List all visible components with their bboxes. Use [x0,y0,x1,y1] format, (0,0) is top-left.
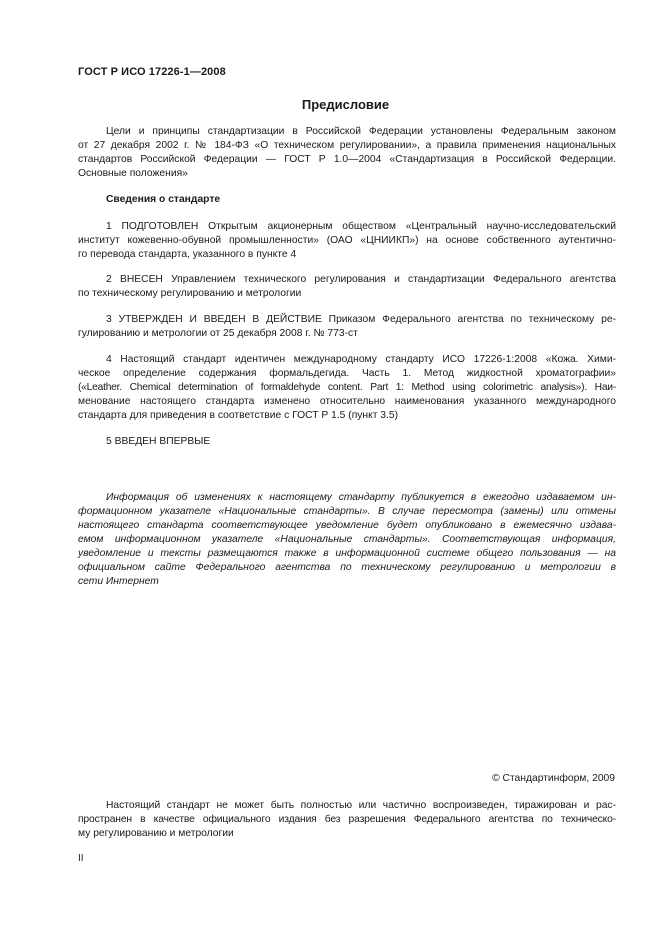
copyright-notice: © Стандартинформ, 2009 [492,773,615,784]
item-line: 5 ВВЕДЕН ВПЕРВЫЕ [106,436,211,447]
document-code: ГОСТ Р ИСО 17226-1—2008 [78,66,226,78]
item-line: го перевода стандарта, указанного в пункте 4 [78,249,297,260]
notice-line: формационном указателе «Национальные стандарты». В случае пересмотра (замены) или отмены [78,506,616,517]
reproduction-notice [78,799,616,841]
notice-line: уведомление и тексты размещаются также в информационной системе общего пользования — на [78,548,616,559]
intro-line: от 27 декабря 2002 г. № 184-ФЗ «О техническом регулировании», а правила применения национальных [78,140,616,151]
notice-line: емом информационном указателе «Национальные стандарты». Соответствующая информация, [78,534,616,545]
item-line: ческое определение содержания формальдегида. Часть 1. Метод жидкостной хроматографии» [78,368,616,379]
footer-line: Настоящий стандарт не может быть полностью или частично воспроизведен, тиражирован и рас- [106,800,616,811]
page-number: II [78,853,84,864]
item-line: 4 Настоящий стандарт идентичен международному стандарту ИСО 17226-1:2008 «Кожа. Хими- [106,354,616,365]
section-subheading: Сведения о стандарте [106,194,221,205]
notice-line: настоящего стандарта соответствующее уведомление будет опубликовано в ежемесячно издава- [78,520,616,531]
info-item-5 [78,435,616,449]
footer-line: пространен в качестве официального издания без разрешения Федерального агентства по техническо- [78,814,616,825]
item-line: менование настоящего стандарта изменено относительно наименования указанного международного [78,396,616,407]
item-line: («Leather. Chemical determination of formaldehyde content. Part 1: Method using colorimetric analysis»). Наи- [78,382,616,393]
intro-line: Основные положения» [78,168,188,179]
intro-line: Цели и принципы стандартизации в Российской Федерации установлены Федеральным законом [106,126,616,137]
info-item-2 [78,273,616,301]
item-line: 1 ПОДГОТОВЛЕН Открытым акционерным обществом «Центральный научно-исследовательский [106,221,616,232]
item-line: 2 ВНЕСЕН Управлением технического регулирования и стандартизации Федерального агентства [106,274,616,285]
item-line: гулированию и метрологии от 25 декабря 2008 г. № 773-ст [78,328,358,339]
intro-line: стандартов Российской Федерации — ГОСТ Р 1.0—2004 «Стандартизация в Российской Федерации. [78,154,616,165]
info-item-4 [78,353,616,423]
info-item-1 [78,220,616,262]
info-item-3 [78,313,616,341]
item-line: 3 УТВЕРЖДЕН И ВВЕДЕН В ДЕЙСТВИЕ Приказом Федерального агентства по техническому ре- [106,314,616,325]
footer-line: му регулированию и метрологии [78,828,234,839]
page-title: Предисловие [301,97,390,112]
item-line: стандарта для приведения в соответствие с ГОСТ Р 1.5 (пункт 3.5) [78,410,399,421]
intro-paragraph [78,125,616,181]
item-line: по техническому регулированию и метрологии [78,288,302,299]
changes-info-notice [78,491,616,589]
notice-line: сети Интернет [78,576,159,587]
notice-line: официальном сайте Федерального агентства по техническому регулированию и метрологии в [78,562,616,573]
notice-line: Информация об изменениях к настоящему стандарту публикуется в ежегодно издаваемом ин- [106,492,616,503]
item-line: институт кожевенно-обувной промышленности» (ОАО «ЦНИИКП») на основе собственного аутентично- [78,235,616,246]
